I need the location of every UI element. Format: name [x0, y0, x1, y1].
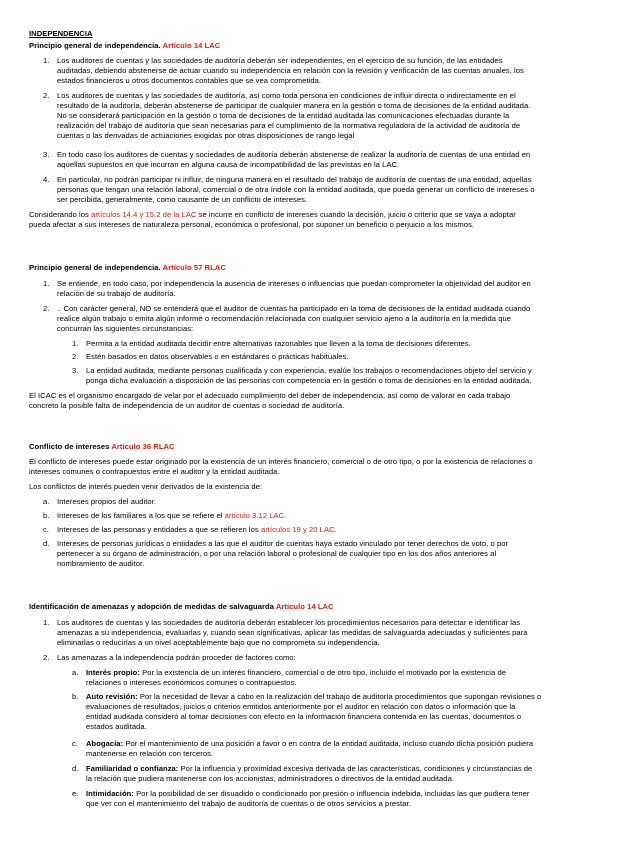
- s3-item-b-text: [57, 511, 286, 520]
- s1-item-3-line-1: En todo caso los auditores de cuentas y sociedades de auditoría deberán abstenerse de realizar la auditoría de cuentas de una entidad en: [57, 150, 531, 159]
- document-title: INDEPENDENCIA: [29, 29, 93, 38]
- s2-item-2-line-1: .. Con carácter general, NO se entenderá que el auditor de cuentas ha participado en la toma de decisiones de la entidad auditada cuando: [57, 304, 531, 313]
- s1-item-1-line-3: estados financieros u otros documentos contables que se vea comprometida.: [57, 76, 322, 85]
- s4-threat-b-line-1: [86, 692, 541, 701]
- s2-item-2-number: 2.: [43, 304, 50, 313]
- s4-threat-c-line-2: mantenerse en relación con terceros.: [86, 749, 214, 758]
- s1-closing-line-2: pueda afectar a sus intereses de naturaleza personal, económica o profesional, por suponer un beneficio o perjuicio a los mismos.: [29, 220, 475, 229]
- s4-threat-b-text: Por la necesidad de llevar a cabo en la realización del trabajo de auditoría procedimientos que supongan revisiones o: [139, 692, 542, 701]
- section-4-heading-text: Identificación de amenazas y adopción de medidas de salvaguarda: [29, 602, 274, 611]
- section-2-heading-text: Principio general de independencia.: [29, 263, 161, 272]
- s3-item-d-letter: d.: [43, 539, 50, 548]
- section-1-heading: [29, 41, 220, 50]
- s1-closing-text-a: Considerando los: [29, 210, 89, 219]
- s2-closing-line-2: concreto la posible falta de independencia de un auditor de cuentas o sociedad de auditoría.: [29, 401, 345, 410]
- s1-item-1-line-1: Los auditores de cuentas y las sociedades de auditoría deberán ser independientes, en el ejercicio de su función, de las entidades: [57, 56, 503, 65]
- s1-item-2-line-1: Los auditores de cuentas y las sociedades de auditoría, así como toda persona en condiciones de influir directa o indirectamente en el: [57, 91, 516, 100]
- s3-item-d-line-1: Intereses de personas jurídicas o entidades a las que el auditor de cuentas haya estado vinculado por tener derechos de voto, o por: [57, 539, 509, 548]
- s2-sub-2-line-1: Estén basados en datos observables o en estándares o prácticas habituales.: [86, 352, 349, 361]
- s4-threat-d-text: Por la influencia y proximidad excesiva derivada de las características, condiciones y circunstancias de: [180, 764, 533, 773]
- s2-sub-1-line-1: Permita a la entidad auditada decidir entre alternativas razonables que lleven a la toma de decisiones diferentes.: [86, 339, 471, 348]
- section-3-heading: [29, 442, 175, 451]
- s1-item-4-line-3: ser percibida, generalmente, como causante de un conflicto de intereses.: [57, 195, 308, 204]
- section-1-article-ref: Artículo 14 LAC: [162, 41, 221, 50]
- s1-closing-line-1: [29, 210, 516, 219]
- s1-item-2-line-5: cuentas o las derivadas de actuaciones exigidas por otras disposiciones de rango legal: [57, 131, 355, 140]
- s4-item-1-line-2: amenazas a su independencia, evaluarlas y, cuando sean significativas, aplicar las medidas de salvaguarda adecuadas y suficientes para: [57, 628, 528, 637]
- s4-threat-a-term: Interés propio:: [86, 668, 140, 677]
- s2-closing-line-1: El ICAC es el organismo encargado de velar por el adecuado cumplimiento del deber de independencia, así como de valorar en cada trabajo: [29, 391, 511, 400]
- s1-item-4-line-2: personas que tengan una relación laboral, comercial o de otra índole con la entidad auditada, que pueda generar un conflicto de intereses o: [57, 185, 535, 194]
- s4-threat-e-text: Por la posibilidad de ser disuadido o condicionado por presión o influencia indebida, incluidas las que pudiera tener: [136, 789, 530, 798]
- section-2-heading: [29, 263, 226, 272]
- s2-item-1-number: 1.: [43, 279, 50, 288]
- s3-item-c-text-a: Intereses de las personas y entidades a que se refieren los: [57, 525, 259, 534]
- s3-item-a-letter: a.: [43, 497, 50, 506]
- s3-item-d-line-2: pertenecer a su órgano de administración, o por una relación laboral o profesional de cualquier tipo en los dos años anteriores al: [57, 549, 497, 558]
- s4-threat-b-term: Auto revisión:: [86, 692, 138, 701]
- s1-item-2-line-2: resultado de la auditoría, deberán abstenerse de participar de cualquier manera en la gestión o toma de decisiones de la entidad auditada.: [57, 101, 531, 110]
- s1-item-4-line-1: En particular, no podrán participar ni influir, de ninguna manera en el resultado del trabajo de auditoría de cuentas de una entidad, aquellas: [57, 175, 532, 184]
- s1-item-2-line-3: No se considerará participación en la gestión o toma de decisiones de la entidad auditada las comunicaciones efectuadas durante la: [57, 111, 510, 120]
- s2-item-2-line-3: concurran las siguientes circunstancias:: [57, 324, 194, 333]
- s4-threat-e-letter: e.: [72, 789, 79, 798]
- s2-item-2-line-2: realice algún trabajo o emita algún informe o recomendación relacionada con cualquier servicio ajeno a la auditoría en la medida que: [57, 314, 512, 323]
- section-3-article-ref: Artículo 36 RLAC: [111, 442, 175, 451]
- s1-item-2-line-4: realización del trabajo de auditoría que sean necesarias para el cumplimiento de la normativa reguladora de la actividad de auditoría de: [57, 121, 521, 130]
- s3-item-b-text-a: Intereses de los familiares a los que se refiere el: [57, 511, 223, 520]
- s4-threat-a-line-2: relaciones o intereses económicos comunes o contrapuestos.: [86, 678, 297, 687]
- s4-threat-d-line-2: la relación que pudiera mantenerse con los accionistas, administradores o directivos de la entidad auditada.: [86, 774, 455, 783]
- s3-item-c-article-ref: artículos 19 y 20 LAC.: [260, 525, 337, 534]
- s4-threat-d-letter: d.: [72, 764, 79, 773]
- s4-item-2-number: 2.: [43, 653, 50, 662]
- s3-item-c-text: [57, 525, 337, 534]
- s4-threat-c-text: Por el mantenimiento de una posición a favor o en contra de la entidad auditada, incluso cuando dicha posición pudiera: [125, 739, 534, 748]
- s4-item-1-line-1: Los auditores de cuentas y las sociedades de auditoría deberán establecer los procedimientos necesarios para detectar e identificar las: [57, 618, 521, 627]
- s2-item-1-line-1: Se entiende, en todo caso, por independencia la ausencia de intereses o influencias que puedan comprometer la objetividad del auditor en: [57, 279, 531, 288]
- s4-item-1-number: 1.: [43, 618, 50, 627]
- section-1-heading-text: Principio general de independencia.: [29, 41, 161, 50]
- section-3-heading-text: Conflicto de intereses: [29, 442, 110, 451]
- s1-item-1-line-2: auditadas, debiendo abstenerse de actuar cuando su independencia en relación con la revisión y verificación de las cuentas anuales, los: [57, 66, 524, 75]
- s4-threat-d-term: Familiaridad o confianza:: [86, 764, 179, 773]
- s4-threat-e-line-1: [86, 789, 529, 798]
- s2-sub-3-line-1: La entidad auditada, mediante personas cualificada y con experiencia, evalúe los trabajos o recomendaciones objeto del servicio y: [86, 366, 532, 375]
- s3-item-d-line-3: nombramiento de auditor.: [57, 559, 145, 568]
- s4-threat-c-line-1: [86, 739, 533, 748]
- s1-item-2-number: 2.: [43, 91, 50, 100]
- s4-threat-b-line-3: entidad auditada consideró al tomar decisiones con efecto en la información financiera contenida en las cuentas, documentos o: [86, 712, 522, 721]
- s4-threat-d-line-1: [86, 764, 532, 773]
- s4-threat-a-line-1: [86, 668, 506, 677]
- s4-threat-a-text: Por la existencia de un interés financiero, comercial o de otro tipo, incluido el motivado por la existencia de: [142, 668, 507, 677]
- s4-threat-b-line-4: estados auditada.: [86, 722, 147, 731]
- s3-paragraph-line-1: El conflicto de intereses puede estar originado por la existencia de un interés financiero, comercial o de otro tipo, o por la existencia de relaciones o: [29, 457, 533, 466]
- s1-closing-article-ref: artículos 14.4 y 15.2 de la LAC: [91, 210, 197, 219]
- s4-threat-b-letter: b.: [72, 692, 79, 701]
- s4-threat-c-letter: c.: [72, 739, 78, 748]
- s3-item-b-letter: b.: [43, 511, 50, 520]
- section-4-article-ref: Artículo 14 LAC: [275, 602, 334, 611]
- s2-sub-2-number: 2.: [72, 352, 79, 361]
- s1-closing-text-b: se incurre en conflicto de intereses cuando la decisión, juicio o criterio que se vaya a adoptar: [198, 210, 516, 219]
- section-2-article-ref: Artículo 57 RLAC: [162, 263, 226, 272]
- s2-sub-1-number: 1.: [72, 339, 79, 348]
- s2-sub-3-number: 3.: [72, 366, 79, 375]
- s4-threat-a-letter: a.: [72, 668, 79, 677]
- s4-item-1-line-3: eliminarlas o reducirlas a un nivel aceptablemente bajo que no comprometa su independencia.: [57, 638, 380, 647]
- s4-item-2-line-1: Las amenazas a la independencia podrán proceder de factores como:: [57, 653, 296, 662]
- s1-item-4-number: 4.: [43, 175, 50, 184]
- s3-item-a-text: Intereses propios del auditor.: [57, 497, 157, 506]
- s3-item-c-letter: c.: [43, 525, 49, 534]
- s4-threat-e-term: Intimidación:: [86, 789, 134, 798]
- section-4-heading: [29, 602, 334, 611]
- s2-item-1-line-2: relación de su trabajo de auditoría.: [57, 289, 176, 298]
- s4-threat-b-line-2: evaluaciones de resultados, juicios o criterios emitidos anteriormente por el auditor en relación con datos o información que la: [86, 702, 516, 711]
- s3-paragraph-line-2: intereses comunes o contrapuestos entre el auditor y la entidad auditada.: [29, 467, 280, 476]
- s3-item-b-article-ref: artículo 3.12 LAC.: [224, 511, 287, 520]
- s4-threat-c-term: Abogacía:: [86, 739, 124, 748]
- s2-sub-3-line-2: ponga dicha evaluación a disposición de las personas con competencia en la gestión o toma de decisiones en la entidad auditada.: [86, 376, 532, 385]
- s1-item-3-number: 3.: [43, 150, 50, 159]
- s4-threat-e-line-2: que ver con el mantenimiento del trabajo de auditoría de cuentas o de otros servicios a prestar.: [86, 799, 411, 808]
- s3-paragraph-line-3: Los conflictos de interés pueden venir derivados de la existencia de:: [29, 482, 263, 491]
- s1-item-1-number: 1.: [43, 56, 50, 65]
- s1-item-3-line-2: aquellas supuestos en que incurran en alguna causa de incompatibilidad de las previstas en la LAC.: [57, 160, 400, 169]
